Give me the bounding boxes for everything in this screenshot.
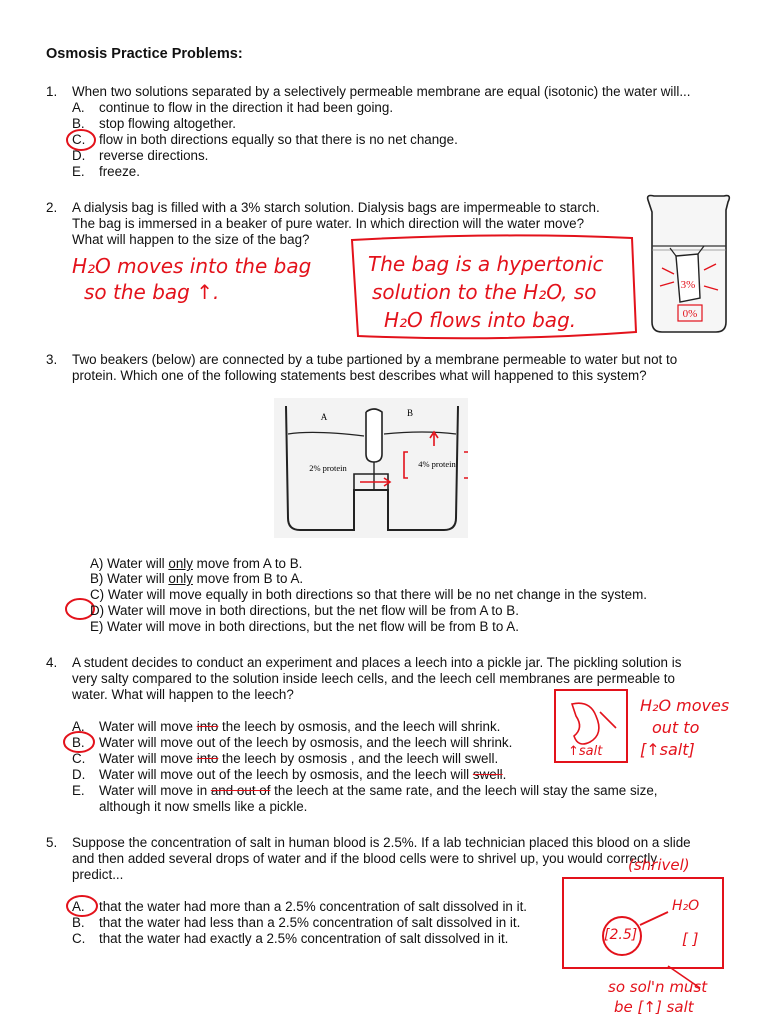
q4-option-c: C. Water will move into the leech by osmosis , and the leech will swell. (72, 751, 499, 766)
handwritten-bracket: [ ] (682, 930, 699, 948)
question-3-line: protein. Which one of the following statements best describes what will happened to this system? (72, 368, 647, 383)
q1-option-c: C. flow in both directions equally so that there is no net change. (72, 132, 458, 147)
bag-label: 3% (680, 279, 696, 291)
q1-option-e: E. freeze. (72, 164, 140, 179)
q4-option-a: A. Water will move into the leech by osmosis, and the leech will shrink. (72, 719, 501, 734)
beaker-diagram (640, 190, 736, 340)
handwritten-note: [↑salt] (640, 740, 695, 759)
q5-option-c: C. that the water had exactly a 2.5% concentration of salt dissolved in it. (72, 931, 509, 946)
two-beaker-diagram (274, 398, 468, 538)
q4-option-e-cont: although it now smells like a pickle. (99, 799, 308, 814)
question-2-line: What will happen to the size of the bag? (72, 232, 310, 247)
question-3: 3. Two beakers (below) are connected by a tube partioned by a membrane permeable to water but not to (46, 352, 678, 367)
q4-option-b: B. Water will move out of the leech by osmosis, and the leech will shrink. (72, 735, 513, 750)
handwritten-shrivel: (shrivel) (628, 856, 690, 874)
question-4-line: very salty compared to the solution inside leech cells, and the leech cell membranes are permeable to (72, 671, 675, 686)
question-text: When two solutions separated by a selectively permeable membrane are equal (isotonic) the water will... (72, 84, 691, 99)
q3-option-a: A) Water will only move from A to B. (90, 556, 303, 571)
handwritten-note: so the bag ↑. (84, 280, 220, 304)
handwritten-note: H₂O moves into the bag (72, 254, 312, 278)
handwritten-note: out to (652, 718, 700, 737)
q5-option-b: B. that the water had less than a 2.5% concentration of salt dissolved in it. (72, 915, 521, 930)
arrow-icon (600, 712, 616, 728)
handwritten-answer: H₂O flows into bag. (384, 308, 577, 332)
handwritten-note: be [↑] salt (614, 998, 694, 1016)
q1-option-b: B. stop flowing altogether. (72, 116, 236, 131)
question-4: 4. A student decides to conduct an experiment and places a leech into a pickle jar. The pickling solution is (46, 655, 682, 670)
arrow-icon (640, 912, 668, 925)
q1-option-d: D. reverse directions. (72, 148, 209, 163)
handwritten-h2o: H₂O (672, 898, 700, 914)
q5-option-a: A. that the water had more than a 2.5% concentration of salt dissolved in it. (72, 899, 528, 914)
beaker-a-label: A (320, 412, 328, 422)
question-2-line: The bag is immersed in a beaker of pure water. In which direction will the water move? (72, 216, 585, 231)
question-2: 2. A dialysis bag is filled with a 3% starch solution. Dialysis bags are impermeable to starch. (46, 200, 600, 215)
q3-option-d: D) Water will move in both directions, but the net flow will be from A to B. (90, 603, 519, 618)
question-5-line: and then added several drops of water and if the blood cells were to shrivel up, you would correctly (72, 851, 658, 866)
q3-option-c: C) Water will move equally in both directions so that there will be no net change in the system. (90, 587, 647, 602)
q4-option-e: E. Water will move in and out of the leech at the same rate, and the leech will stay the same size, (72, 783, 658, 798)
handwritten-note: so sol'n must (608, 978, 708, 996)
handwritten-note: H₂O moves (640, 696, 730, 715)
beaker-b-label: B (406, 408, 414, 418)
leech-icon (572, 703, 599, 744)
handwritten-answer: solution to the H₂O, so (372, 280, 597, 304)
q3-option-b: B) Water will only move from B to A. (90, 571, 304, 586)
answer-circle-q1 (67, 130, 95, 150)
left-solution-label: 2% protein (309, 463, 347, 473)
q4-option-d: D. Water will move out of the leech by osmosis, and the leech will swell. (72, 767, 507, 782)
handwritten-answer: The bag is a hypertonic (368, 252, 604, 276)
question-5: 5. Suppose the concentration of salt in human blood is 2.5%. If a lab technician placed this blood on a slide (46, 835, 691, 850)
question-number: 1. (46, 84, 58, 99)
question-4-line: water. What will happen to the leech? (72, 687, 294, 702)
q3-option-e: E) Water will move in both directions, but the net flow will be from B to A. (90, 619, 519, 634)
page-title: Osmosis Practice Problems: (46, 46, 243, 62)
right-solution-label: 4% protein (418, 459, 456, 469)
question-5-line: predict... (72, 867, 124, 882)
q1-option-a: A. continue to flow in the direction it had been going. (72, 100, 394, 115)
handwritten-salt: ↑salt (568, 744, 603, 759)
handwritten-cell: [2.5] (604, 927, 638, 943)
water-label: 0% (682, 308, 698, 320)
